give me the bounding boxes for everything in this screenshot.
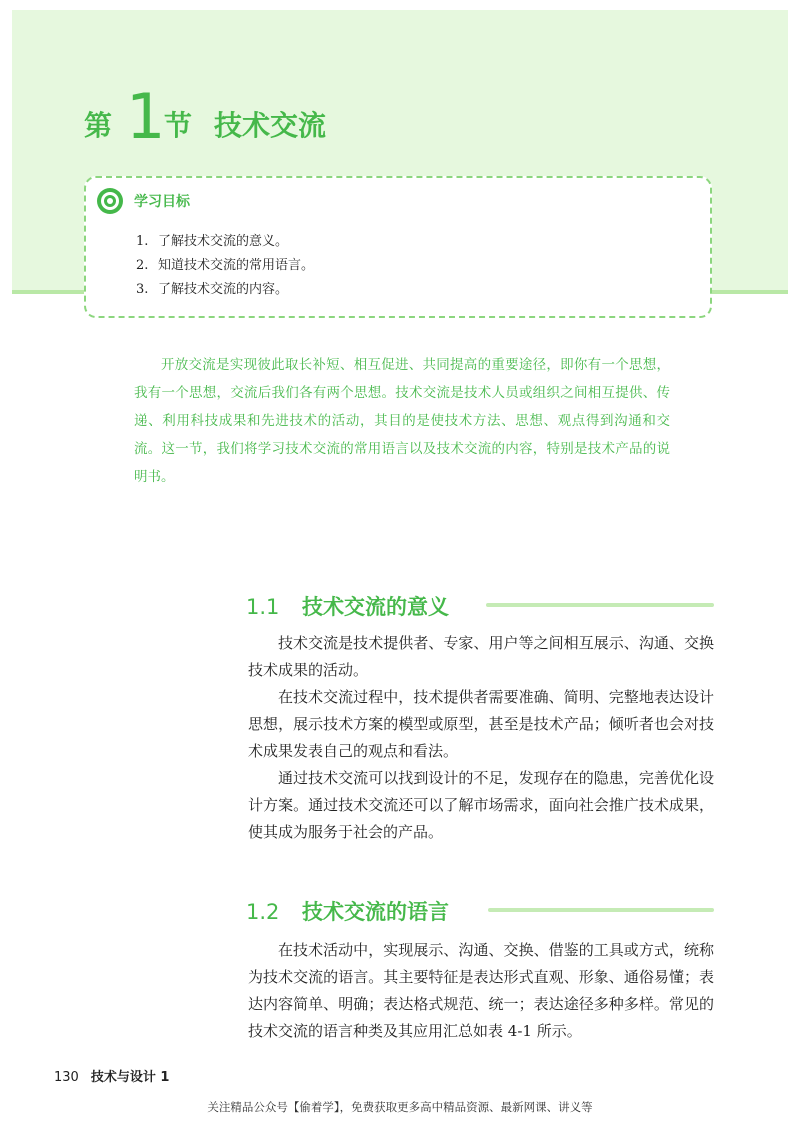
book-title: 技术与设计 1 bbox=[90, 1070, 170, 1085]
subsection-number: 1.2 bbox=[246, 900, 280, 924]
goal-item bbox=[136, 254, 314, 278]
section-suffix: 节 bbox=[164, 109, 193, 142]
goal-number: 1. bbox=[136, 234, 149, 249]
goal-number: 3. bbox=[136, 282, 149, 297]
subsection-title: 技术交流的意义 bbox=[302, 595, 449, 619]
watermark-text: 关注精品公众号【偷着学】，免费获取更多高中精品资源、最新网课、讲义等 bbox=[207, 1100, 593, 1114]
body-paragraph: 在技术活动中，实现展示、沟通、交换、借鉴的工具或方式，统称为技术交流的语言。其主要特征是表达形式直观、形象、通俗易懂；表达内容简单、明确；表达格式规范、统一；表达途径多种多样。常见的技术交流的语言种类及其应用汇总如表 4-1 所示。 bbox=[248, 941, 714, 1040]
body-paragraph: 通过技术交流可以找到设计的不足，发现存在的隐患，完善优化设计方案。通过技术交流还可以了解市场需求，面向社会推广技术成果，使其成为服务于社会的产品。 bbox=[248, 769, 714, 841]
subsection-number: 1.1 bbox=[246, 595, 280, 619]
goals-list bbox=[136, 230, 314, 302]
subsection-heading-1-2 bbox=[246, 896, 449, 928]
goal-number: 2. bbox=[136, 258, 149, 273]
page-number: 130 bbox=[54, 1070, 79, 1085]
goal-item bbox=[136, 278, 314, 302]
page-footer bbox=[54, 1066, 169, 1085]
intro-paragraph: 开放交流是实现彼此取长补短、相互促进、共同提高的重要途径，即你有一个思想，我有一个思想，交流后我们各有两个思想。技术交流是技术人员或组织之间相互提供、传递、利用科技成果和先进技术的活动，其目的是使技术方法、思想、观点得到沟通和交流。这一节，我们将学习技术交流的常用语言以及技术交流的内容，特别是技术产品的说明书。 bbox=[134, 357, 670, 485]
heading-rule bbox=[486, 603, 714, 607]
target-icon bbox=[96, 187, 124, 215]
goals-title: 学习目标 bbox=[134, 194, 190, 210]
goal-text: 了解技术交流的内容。 bbox=[158, 282, 289, 297]
section-prefix: 第 bbox=[84, 109, 113, 142]
section-number: 1 bbox=[126, 80, 166, 153]
section-name: 技术交流 bbox=[214, 109, 327, 142]
goal-text: 知道技术交流的常用语言。 bbox=[158, 258, 315, 273]
learning-goals-box bbox=[84, 176, 712, 318]
subsection-title: 技术交流的语言 bbox=[302, 900, 449, 924]
goal-item bbox=[136, 230, 314, 254]
goal-text: 了解技术交流的意义。 bbox=[158, 234, 289, 249]
heading-rule bbox=[488, 908, 714, 912]
body-paragraph: 在技术交流过程中，技术提供者需要准确、简明、完整地表达设计思想，展示技术方案的模型或原型，甚至是技术产品；倾听者也会对技术成果发表自己的观点和看法。 bbox=[248, 688, 714, 760]
body-paragraph: 技术交流是技术提供者、专家、用户等之间相互展示、沟通、交换技术成果的活动。 bbox=[248, 634, 714, 679]
subsection-heading-1-1 bbox=[246, 591, 449, 623]
